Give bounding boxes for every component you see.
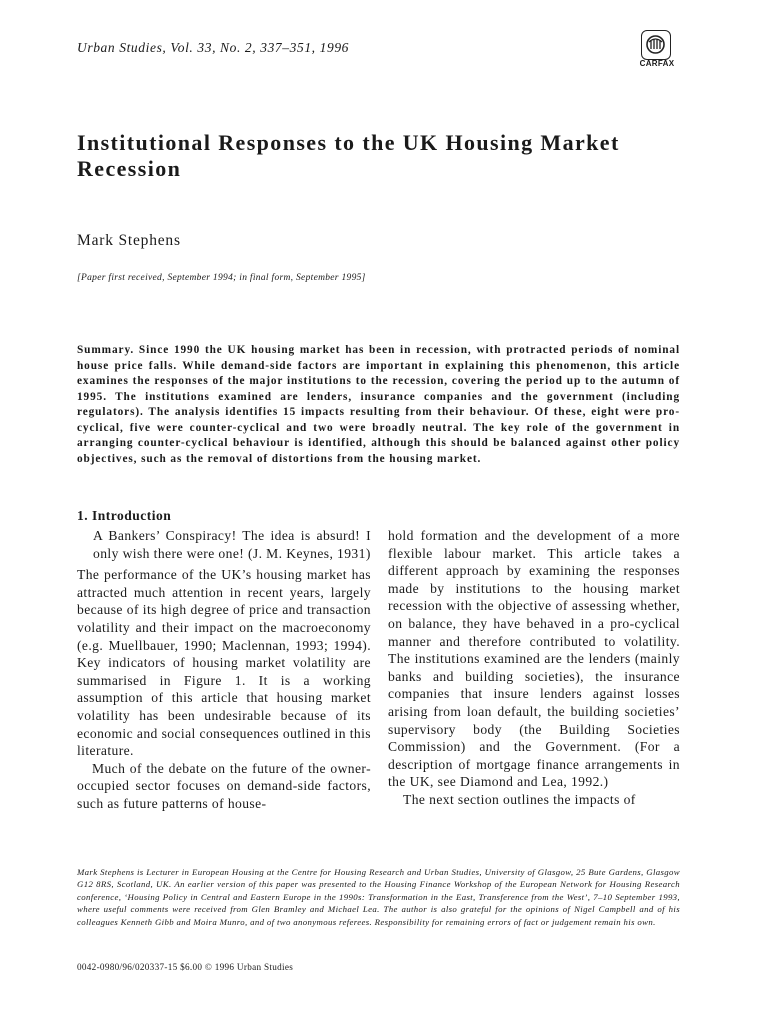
body-paragraph: The performance of the UK’s housing market has attracted much attention in recent years, largely because of its high degree of price and transaction volatility and their impact on the macroeconomy (e.g. Muellbauer, 1990; Maclennan, 1993; 1994). Key indicators of housing market volatility are summarised in Figure 1. It is a working assumption of this article that housing market volatility has been undesirable because of its economic and social consequences outlined in this literature. — [77, 567, 371, 759]
body-paragraph: The next section outlines the impacts of — [403, 791, 636, 807]
section-heading-introduction: 1. Introduction — [77, 508, 172, 523]
author-footnote: Mark Stephens is Lecturer in European Housing at the Centre for Housing Research and Urban Studies, University of Glasgow, 25 Bute Gardens, Glasgow G12 8RS, Scotland, UK. An earlier version of this paper was presented to the Housing Finance Workshop of the European Network for Housing Research conference, ‘Housing Policy in Central and Eastern Europe in the 1990s: Transformation in the East, Transference from the West’, 7–10 September 1993, where useful comments were received from Glen Bramley and Michael Lea. The author is also grateful for the opinions of Nigel Campbell and of his colleagues Kenneth Gibb and Moira Munro, and of two anonymous referees. Responsibility for remaining errors of fact or judgement remain his own. — [77, 867, 680, 927]
author-name: Mark Stephens — [77, 232, 181, 249]
copyright-line: 0042-0980/96/020337-15 $6.00 © 1996 Urban Studies — [77, 962, 294, 972]
journal-reference: Urban Studies, Vol. 33, No. 2, 337–351, 1996 — [77, 40, 350, 55]
article-title: Institutional Responses to the UK Housing Market Recession — [77, 130, 620, 181]
body-column-left — [77, 527, 371, 813]
carfax-emblem-icon — [641, 30, 671, 60]
body-paragraph: Much of the debate on the future of the owner-occupied sector focuses on demand-side factors, such as future patterns of house- — [77, 760, 371, 811]
epigraph-quote: A Bankers’ Conspiracy! The idea is absurd! I only wish there were one! (J. M. Keynes, 1931) — [93, 528, 371, 561]
received-dates: [Paper first received, September 1994; in final form, September 1995] — [77, 273, 366, 283]
body-paragraph: hold formation and the development of a more flexible labour market. This article takes a different approach by examining the responses made by institutions to the housing market recession with the objective of assessing whether, on balance, they have behaved in a pro-cyclical manner and therefore contributed to volatility. The institutions examined are the lenders (mainly banks and building societies), the insurance companies that insure lenders against losses arising from loan default, the building societies’ supervisory body (the Building Societies Commission) and the Government. (For a description of mortgage finance arrangements in the UK, see Diamond and Lea, 1992.) — [388, 528, 680, 790]
publisher-logo-text: CARFAX — [639, 59, 675, 68]
abstract-summary: Summary. Since 1990 the UK housing market has been in recession, with protracted periods of nominal house price falls. While demand-side factors are important in explaining this phenomenon, this article examines the responses of the major institutions to the recession, covering the period up to the autumn of 1995. The institutions examined are lenders, insurance companies and the government (including regulators). The analysis identifies 15 impacts resulting from their behaviour. Of these, eight were pro-cyclical, five were counter-cyclical and two were broadly neutral. The key role of the government in arranging counter-cyclical behaviour is identified, although this should be balanced against other policy objectives, such as the removal of distortions from the housing market. — [77, 344, 680, 465]
body-column-right — [388, 527, 680, 809]
publisher-logo — [634, 30, 680, 70]
